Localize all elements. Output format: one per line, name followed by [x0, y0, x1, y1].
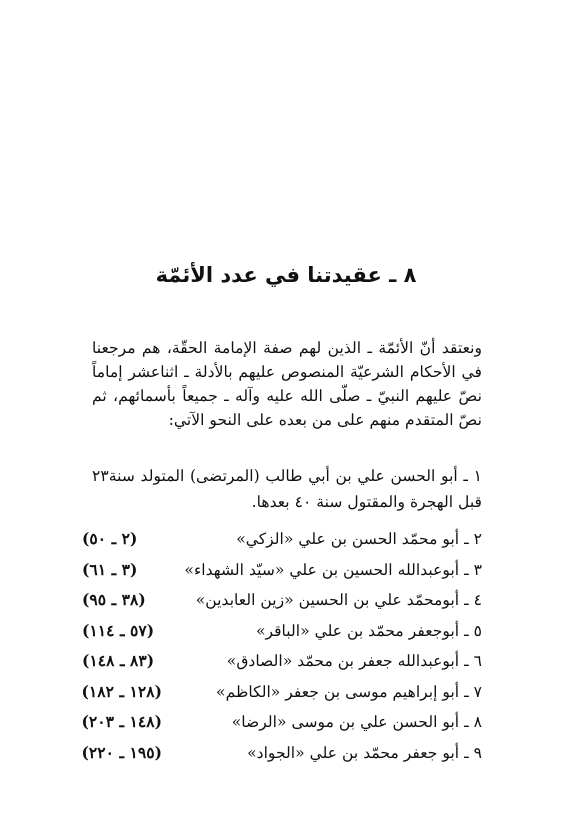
- imam-name: ٩ ـ أبو جعفر محمّد بن علي «الجواد»: [247, 743, 482, 762]
- imam-name: ٣ ـ أبوعبدالله الحسين بن علي «سيّد الشهداء»: [184, 560, 482, 579]
- first-imam-entry: ١ ـ أبو الحسن علي بن أبي طالب (المرتضى) المتولد سنة٢٣ قبل الهجرة والمقتول سنة ٤٠ بعدها.: [92, 467, 482, 511]
- imam-name: ٧ ـ أبو إبراهيم موسى بن جعفر «الكاظم»: [216, 682, 482, 701]
- imam-row-3: [82, 555, 482, 586]
- imam-years: (١٩٥ ـ ٢٢٠): [81, 742, 162, 762]
- imam-row-8: [82, 707, 482, 738]
- imam-row-9: [82, 738, 482, 769]
- imam-years: (٨٣ ـ ١٤٨): [82, 651, 155, 670]
- imam-row-4: [82, 585, 482, 616]
- imam-row-2: [82, 524, 482, 555]
- imam-years: (٢ ـ ٥٠): [82, 529, 138, 548]
- imam-name: ٤ ـ أبومحمّد علي بن الحسين «زين العابدين»: [195, 591, 482, 609]
- imam-name: ٥ ـ أبوجعفر محمّد بن علي «الباقر»: [255, 621, 482, 640]
- imam-years: (١٤٨ ـ ٢٠٣): [81, 712, 162, 731]
- imam-row-7: [82, 677, 482, 708]
- imam-years: (٥٧ ـ ١١٤): [82, 620, 155, 640]
- imam-row-5: [82, 616, 482, 647]
- imam-name: ٢ ـ أبو محمّد الحسن بن علي «الزكي»: [236, 530, 482, 548]
- imam-row-6: [82, 646, 482, 677]
- imam-years: (٣ ـ ٦١): [82, 559, 138, 579]
- imam-name: ٨ ـ أبو الحسن علي بن موسى «الرضا»: [231, 713, 482, 731]
- imam-years: (٣٨ ـ ٩٥): [82, 590, 146, 609]
- imam-years: (١٢٨ ـ ١٨٢): [81, 681, 162, 701]
- imam-list: [82, 524, 482, 768]
- intro-paragraph: [92, 336, 482, 432]
- section-title: ٨ ـ عقيدتنا في عدد الأئمّة: [155, 263, 417, 287]
- intro-text: ونعتقد أنّ الأئمّة ـ الذين لهم صفة الإمامة الحقّة، هم مرجعنا في الأحكام الشرعيّة المنصوص عليهم بالأدلة ـ اثناعشر إماماً نصّ عليهم النبيّ ـ صلّى الله عليه وآله ـ جميعاً بأسمائهم، ثم نصّ المتقدم منهم على من بعده على النحو الآتي:: [92, 339, 482, 429]
- imam-name: ٦ ـ أبوعبدالله جعفر بن محمّد «الصادق»: [226, 652, 482, 670]
